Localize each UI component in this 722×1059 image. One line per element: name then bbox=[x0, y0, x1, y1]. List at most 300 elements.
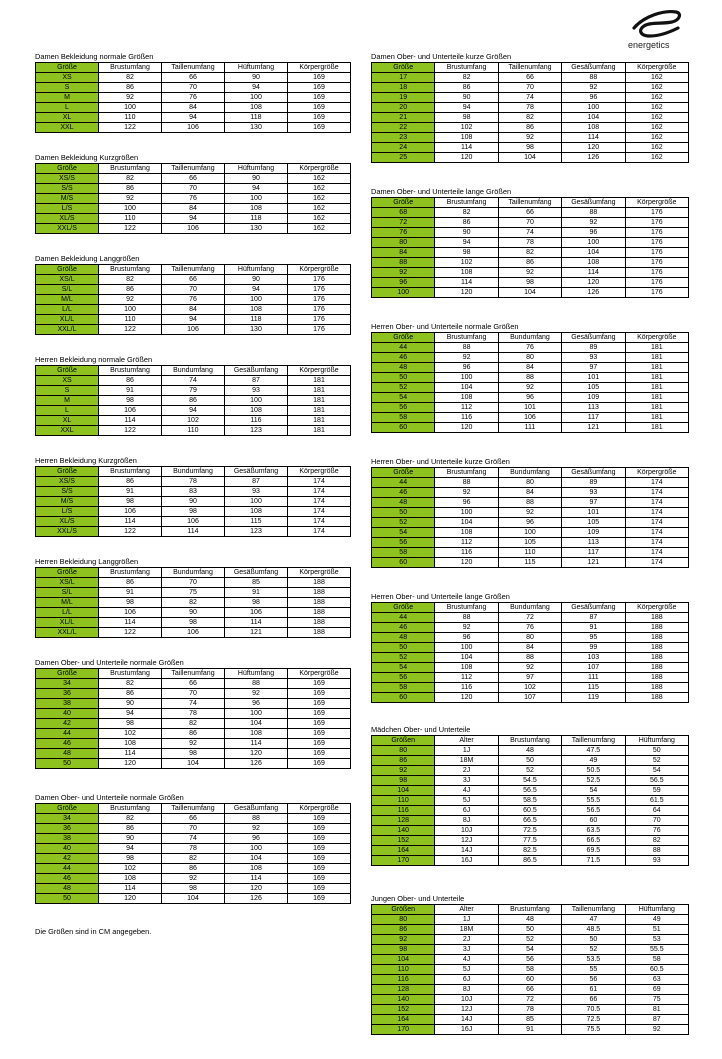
table-cell: 99 bbox=[562, 643, 625, 653]
size-table-title: Damen Bekleidung Kurzgrößen bbox=[35, 153, 139, 162]
column-header: Körpergröße bbox=[288, 467, 351, 477]
table-cell: 88 bbox=[435, 478, 498, 488]
table-cell: 174 bbox=[625, 528, 688, 538]
size-cell: 60 bbox=[372, 693, 435, 703]
table-cell: 162 bbox=[625, 153, 688, 163]
table-cell: 169 bbox=[288, 699, 351, 709]
size-table-title: Herren Ober- und Unterteile normale Größen bbox=[371, 322, 519, 331]
table-cell: 74 bbox=[162, 699, 225, 709]
size-cell: 116 bbox=[372, 975, 435, 985]
size-table-title: Herren Bekleidung normale Größen bbox=[35, 355, 153, 364]
table-cell: 82 bbox=[162, 719, 225, 729]
column-header: Gesäßumfang bbox=[225, 366, 288, 376]
table-cell: 61 bbox=[562, 985, 625, 995]
size-cell: 46 bbox=[372, 353, 435, 363]
table-cell: 122 bbox=[99, 527, 162, 537]
column-header: Gesäßumfang bbox=[225, 568, 288, 578]
table-cell: 60 bbox=[498, 975, 561, 985]
table-row bbox=[36, 527, 351, 537]
table-cell: 114 bbox=[99, 618, 162, 628]
table-row bbox=[372, 965, 689, 975]
table-cell: 102 bbox=[435, 123, 498, 133]
table-row bbox=[372, 343, 689, 353]
size-cell: XL/S bbox=[36, 517, 99, 527]
table-cell: 169 bbox=[288, 113, 351, 123]
size-cell: XXL bbox=[36, 426, 99, 436]
table-row bbox=[372, 478, 689, 488]
table-row bbox=[372, 113, 689, 123]
table-cell: 86 bbox=[99, 83, 162, 93]
table-header-row bbox=[372, 603, 689, 613]
size-cell: M/L bbox=[36, 295, 99, 305]
table-cell: 94 bbox=[225, 285, 288, 295]
size-cell: XS/S bbox=[36, 477, 99, 487]
table-cell: 98 bbox=[99, 719, 162, 729]
table-cell: 86 bbox=[99, 184, 162, 194]
table-cell: 120 bbox=[435, 693, 498, 703]
table-row bbox=[36, 749, 351, 759]
table-row bbox=[36, 73, 351, 83]
table-cell: 70 bbox=[498, 218, 561, 228]
table-row bbox=[36, 426, 351, 436]
table-cell: 114 bbox=[99, 749, 162, 759]
table-cell: 86 bbox=[99, 376, 162, 386]
size-table-title: Mädchen Ober- und Unterteile bbox=[371, 725, 471, 734]
table-cell: 100 bbox=[435, 508, 498, 518]
table-cell: 110 bbox=[99, 315, 162, 325]
table-cell: 92 bbox=[498, 383, 561, 393]
column-header: Größe bbox=[372, 603, 435, 613]
size-cell: 46 bbox=[372, 623, 435, 633]
table-row bbox=[36, 517, 351, 527]
table-row bbox=[372, 663, 689, 673]
table-cell: 174 bbox=[625, 558, 688, 568]
table-cell: 82 bbox=[99, 174, 162, 184]
table-cell: 87 bbox=[625, 1015, 688, 1025]
table-cell: 66.5 bbox=[562, 836, 625, 846]
table-cell: 120 bbox=[99, 894, 162, 904]
table-row bbox=[36, 477, 351, 487]
table-row bbox=[372, 975, 689, 985]
table-cell: 69 bbox=[625, 985, 688, 995]
size-table bbox=[35, 62, 351, 133]
column-header: Gesäßumfang bbox=[562, 198, 625, 208]
table-cell: 162 bbox=[625, 103, 688, 113]
size-cell: 164 bbox=[372, 1015, 435, 1025]
size-cell: 50 bbox=[372, 643, 435, 653]
table-cell: 76 bbox=[162, 93, 225, 103]
table-cell: 84 bbox=[498, 643, 561, 653]
size-cell: 38 bbox=[36, 834, 99, 844]
table-cell: 74 bbox=[162, 376, 225, 386]
table-cell: 174 bbox=[288, 517, 351, 527]
table-cell: 106 bbox=[162, 628, 225, 638]
column-header: Körpergröße bbox=[288, 804, 351, 814]
size-cell: 110 bbox=[372, 965, 435, 975]
table-row bbox=[372, 528, 689, 538]
table-cell: 174 bbox=[288, 507, 351, 517]
table-cell: 50 bbox=[498, 756, 561, 766]
table-cell: 169 bbox=[288, 729, 351, 739]
size-cell: 56 bbox=[372, 403, 435, 413]
size-cell: XL/L bbox=[36, 315, 99, 325]
table-cell: 92 bbox=[225, 689, 288, 699]
table-cell: 98 bbox=[162, 884, 225, 894]
table-cell: 112 bbox=[435, 403, 498, 413]
table-row bbox=[36, 487, 351, 497]
size-cell: 21 bbox=[372, 113, 435, 123]
table-header-row bbox=[36, 63, 351, 73]
table-cell: 122 bbox=[99, 325, 162, 335]
table-cell: 188 bbox=[625, 683, 688, 693]
table-cell: 98 bbox=[99, 497, 162, 507]
table-cell: 96 bbox=[498, 518, 561, 528]
table-cell: 121 bbox=[562, 558, 625, 568]
table-row bbox=[36, 83, 351, 93]
table-row bbox=[372, 558, 689, 568]
table-cell: 78 bbox=[498, 1005, 561, 1015]
size-table-block bbox=[371, 894, 689, 1035]
column-header: Taillenumfang bbox=[562, 905, 625, 915]
column-header: Taillenumfang bbox=[162, 164, 225, 174]
table-cell: 188 bbox=[288, 628, 351, 638]
table-cell: 93 bbox=[562, 353, 625, 363]
table-cell: 181 bbox=[288, 386, 351, 396]
units-note: Die Größen sind in CM angegeben. bbox=[35, 927, 152, 936]
table-cell: 176 bbox=[625, 218, 688, 228]
table-cell: 86 bbox=[435, 218, 498, 228]
size-cell: 54 bbox=[372, 393, 435, 403]
table-cell: 108 bbox=[435, 268, 498, 278]
size-cell: 36 bbox=[36, 824, 99, 834]
size-cell: L/S bbox=[36, 507, 99, 517]
table-cell: 10J bbox=[435, 995, 498, 1005]
table-row bbox=[36, 679, 351, 689]
table-row bbox=[372, 925, 689, 935]
table-cell: 110 bbox=[99, 214, 162, 224]
table-row bbox=[372, 776, 689, 786]
table-cell: 188 bbox=[625, 623, 688, 633]
table-cell: 70.5 bbox=[562, 1005, 625, 1015]
table-cell: 123 bbox=[225, 527, 288, 537]
size-cell: XXL/L bbox=[36, 325, 99, 335]
size-table bbox=[35, 466, 351, 537]
table-cell: 181 bbox=[625, 393, 688, 403]
table-cell: 100 bbox=[225, 194, 288, 204]
table-row bbox=[36, 824, 351, 834]
column-header: Brustumfang bbox=[435, 603, 498, 613]
size-table-block bbox=[35, 658, 351, 769]
table-cell: 82 bbox=[99, 679, 162, 689]
table-cell: 86 bbox=[99, 477, 162, 487]
table-cell: 188 bbox=[288, 608, 351, 618]
table-cell: 120 bbox=[435, 423, 498, 433]
table-cell: 82.5 bbox=[498, 846, 561, 856]
size-table-title: Damen Ober- und Unterteile normale Größen bbox=[35, 793, 184, 802]
table-cell: 106 bbox=[99, 406, 162, 416]
table-cell: 181 bbox=[288, 396, 351, 406]
table-cell: 104 bbox=[225, 719, 288, 729]
table-cell: 169 bbox=[288, 679, 351, 689]
table-cell: 84 bbox=[162, 204, 225, 214]
table-row bbox=[36, 103, 351, 113]
table-cell: 114 bbox=[562, 268, 625, 278]
table-cell: 96 bbox=[435, 633, 498, 643]
table-cell: 114 bbox=[225, 874, 288, 884]
table-row bbox=[36, 739, 351, 749]
table-row bbox=[36, 618, 351, 628]
table-row bbox=[36, 315, 351, 325]
table-row bbox=[372, 83, 689, 93]
size-cell: 25 bbox=[372, 153, 435, 163]
column-header: Brustumfang bbox=[99, 467, 162, 477]
column-header: Brustumfang bbox=[498, 905, 561, 915]
table-cell: 74 bbox=[162, 834, 225, 844]
table-cell: 2J bbox=[435, 935, 498, 945]
table-cell: 3J bbox=[435, 945, 498, 955]
table-cell: 100 bbox=[225, 295, 288, 305]
table-cell: 162 bbox=[625, 113, 688, 123]
table-cell: 18M bbox=[435, 756, 498, 766]
size-cell: XL/L bbox=[36, 618, 99, 628]
table-cell: 109 bbox=[562, 393, 625, 403]
size-cell: M bbox=[36, 396, 99, 406]
table-row bbox=[372, 133, 689, 143]
table-cell: 188 bbox=[625, 613, 688, 623]
table-cell: 181 bbox=[288, 406, 351, 416]
table-row bbox=[372, 508, 689, 518]
size-cell: 19 bbox=[372, 93, 435, 103]
table-cell: 113 bbox=[562, 538, 625, 548]
size-cell: 84 bbox=[372, 248, 435, 258]
table-cell: 98 bbox=[99, 396, 162, 406]
table-cell: 120 bbox=[562, 143, 625, 153]
size-cell: XS/L bbox=[36, 275, 99, 285]
table-cell: 120 bbox=[562, 278, 625, 288]
table-cell: 169 bbox=[288, 894, 351, 904]
table-cell: 108 bbox=[225, 507, 288, 517]
column-header: Taillenumfang bbox=[162, 265, 225, 275]
table-row bbox=[372, 258, 689, 268]
table-cell: 107 bbox=[498, 693, 561, 703]
column-header: Brustumfang bbox=[435, 333, 498, 343]
table-cell: 88 bbox=[435, 613, 498, 623]
table-cell: 100 bbox=[225, 709, 288, 719]
table-cell: 70 bbox=[162, 578, 225, 588]
table-cell: 80 bbox=[498, 633, 561, 643]
table-cell: 1J bbox=[435, 746, 498, 756]
table-cell: 53.5 bbox=[562, 955, 625, 965]
table-cell: 118 bbox=[225, 214, 288, 224]
column-header: Körpergröße bbox=[625, 333, 688, 343]
table-cell: 8J bbox=[435, 985, 498, 995]
table-cell: 92 bbox=[562, 218, 625, 228]
table-cell: 104 bbox=[435, 383, 498, 393]
size-table-block bbox=[371, 457, 689, 568]
table-row bbox=[372, 613, 689, 623]
size-cell: XS bbox=[36, 376, 99, 386]
table-row bbox=[372, 93, 689, 103]
table-cell: 108 bbox=[435, 133, 498, 143]
size-cell: XL/S bbox=[36, 214, 99, 224]
column-header: Größe bbox=[36, 265, 99, 275]
column-header: Körpergröße bbox=[288, 669, 351, 679]
size-table-block bbox=[35, 254, 351, 335]
table-cell: 85 bbox=[225, 578, 288, 588]
size-table bbox=[371, 62, 689, 163]
size-cell: 92 bbox=[372, 268, 435, 278]
table-header-row bbox=[372, 198, 689, 208]
size-cell: S/S bbox=[36, 487, 99, 497]
table-cell: 174 bbox=[625, 518, 688, 528]
size-table-block bbox=[35, 456, 351, 537]
table-cell: 169 bbox=[288, 854, 351, 864]
table-cell: 52 bbox=[562, 945, 625, 955]
column-header: Brustumfang bbox=[435, 468, 498, 478]
table-cell: 72 bbox=[498, 995, 561, 1005]
size-table-title: Jungen Ober- und Unterteile bbox=[371, 894, 465, 903]
table-cell: 100 bbox=[225, 396, 288, 406]
table-cell: 92 bbox=[562, 83, 625, 93]
table-cell: 72.5 bbox=[562, 1015, 625, 1025]
table-row bbox=[372, 806, 689, 816]
table-header-row bbox=[372, 736, 689, 746]
table-row bbox=[36, 507, 351, 517]
size-cell: M/S bbox=[36, 497, 99, 507]
table-cell: 92 bbox=[498, 268, 561, 278]
size-cell: L bbox=[36, 406, 99, 416]
table-cell: 114 bbox=[225, 618, 288, 628]
table-row bbox=[372, 393, 689, 403]
size-cell: 44 bbox=[372, 343, 435, 353]
table-cell: 162 bbox=[625, 123, 688, 133]
table-cell: 176 bbox=[625, 208, 688, 218]
table-row bbox=[36, 864, 351, 874]
size-cell: 104 bbox=[372, 786, 435, 796]
table-cell: 162 bbox=[625, 73, 688, 83]
table-row bbox=[372, 766, 689, 776]
column-header: Körpergröße bbox=[288, 366, 351, 376]
table-cell: 59 bbox=[625, 786, 688, 796]
table-cell: 82 bbox=[162, 598, 225, 608]
size-cell: 140 bbox=[372, 995, 435, 1005]
table-cell: 55.5 bbox=[625, 945, 688, 955]
table-cell: 96 bbox=[435, 363, 498, 373]
table-cell: 114 bbox=[99, 517, 162, 527]
table-cell: 117 bbox=[562, 548, 625, 558]
size-cell: 58 bbox=[372, 548, 435, 558]
table-cell: 169 bbox=[288, 884, 351, 894]
size-table-block bbox=[35, 557, 351, 638]
size-cell: 164 bbox=[372, 846, 435, 856]
table-cell: 162 bbox=[625, 133, 688, 143]
size-cell: 86 bbox=[372, 925, 435, 935]
table-cell: 66 bbox=[498, 985, 561, 995]
table-cell: 188 bbox=[625, 643, 688, 653]
table-cell: 2J bbox=[435, 766, 498, 776]
column-header: Gesäßumfang bbox=[225, 467, 288, 477]
table-cell: 98 bbox=[225, 598, 288, 608]
column-header: Größe bbox=[36, 366, 99, 376]
column-header: Bundumfang bbox=[162, 568, 225, 578]
table-cell: 66.5 bbox=[498, 816, 561, 826]
table-row bbox=[36, 194, 351, 204]
table-cell: 108 bbox=[99, 874, 162, 884]
table-cell: 69.5 bbox=[562, 846, 625, 856]
table-cell: 72 bbox=[498, 613, 561, 623]
table-cell: 82 bbox=[625, 836, 688, 846]
table-cell: 108 bbox=[225, 305, 288, 315]
table-row bbox=[372, 268, 689, 278]
table-row bbox=[372, 488, 689, 498]
table-cell: 188 bbox=[625, 633, 688, 643]
table-cell: 49 bbox=[625, 915, 688, 925]
table-cell: 98 bbox=[162, 749, 225, 759]
size-cell: 100 bbox=[372, 288, 435, 298]
size-cell: 42 bbox=[36, 719, 99, 729]
table-cell: 108 bbox=[225, 406, 288, 416]
table-cell: 188 bbox=[625, 673, 688, 683]
table-row bbox=[36, 709, 351, 719]
table-cell: 82 bbox=[99, 73, 162, 83]
table-cell: 100 bbox=[225, 93, 288, 103]
table-row bbox=[36, 834, 351, 844]
table-cell: 176 bbox=[288, 325, 351, 335]
table-cell: 181 bbox=[625, 423, 688, 433]
table-cell: 107 bbox=[562, 663, 625, 673]
table-cell: 169 bbox=[288, 719, 351, 729]
table-cell: 86 bbox=[162, 396, 225, 406]
table-row bbox=[372, 518, 689, 528]
column-header: Brustumfang bbox=[99, 366, 162, 376]
size-table-title: Herren Ober- und Unterteile lange Größen bbox=[371, 592, 510, 601]
table-cell: 60 bbox=[562, 816, 625, 826]
table-cell: 114 bbox=[562, 133, 625, 143]
size-cell: 56 bbox=[372, 538, 435, 548]
size-cell: 58 bbox=[372, 413, 435, 423]
table-cell: 6J bbox=[435, 806, 498, 816]
table-cell: 181 bbox=[625, 413, 688, 423]
size-cell: 170 bbox=[372, 856, 435, 866]
table-cell: 102 bbox=[99, 729, 162, 739]
table-cell: 70 bbox=[498, 83, 561, 93]
table-row bbox=[372, 836, 689, 846]
table-cell: 98 bbox=[162, 507, 225, 517]
table-cell: 75 bbox=[625, 995, 688, 1005]
table-row bbox=[36, 305, 351, 315]
table-row bbox=[372, 248, 689, 258]
table-cell: 100 bbox=[435, 643, 498, 653]
table-cell: 176 bbox=[625, 248, 688, 258]
table-cell: 94 bbox=[162, 315, 225, 325]
table-cell: 176 bbox=[625, 258, 688, 268]
size-table bbox=[35, 567, 351, 638]
table-row bbox=[372, 143, 689, 153]
table-cell: 108 bbox=[99, 739, 162, 749]
table-cell: 176 bbox=[288, 305, 351, 315]
table-cell: 70 bbox=[162, 689, 225, 699]
size-cell: 48 bbox=[36, 884, 99, 894]
table-header-row bbox=[372, 63, 689, 73]
table-cell: 112 bbox=[435, 673, 498, 683]
table-cell: 104 bbox=[562, 113, 625, 123]
column-header: Körpergröße bbox=[625, 603, 688, 613]
table-cell: 122 bbox=[99, 123, 162, 133]
column-header: Brustumfang bbox=[99, 63, 162, 73]
table-cell: 98 bbox=[498, 278, 561, 288]
column-header: Körpergröße bbox=[288, 164, 351, 174]
table-cell: 60.5 bbox=[498, 806, 561, 816]
